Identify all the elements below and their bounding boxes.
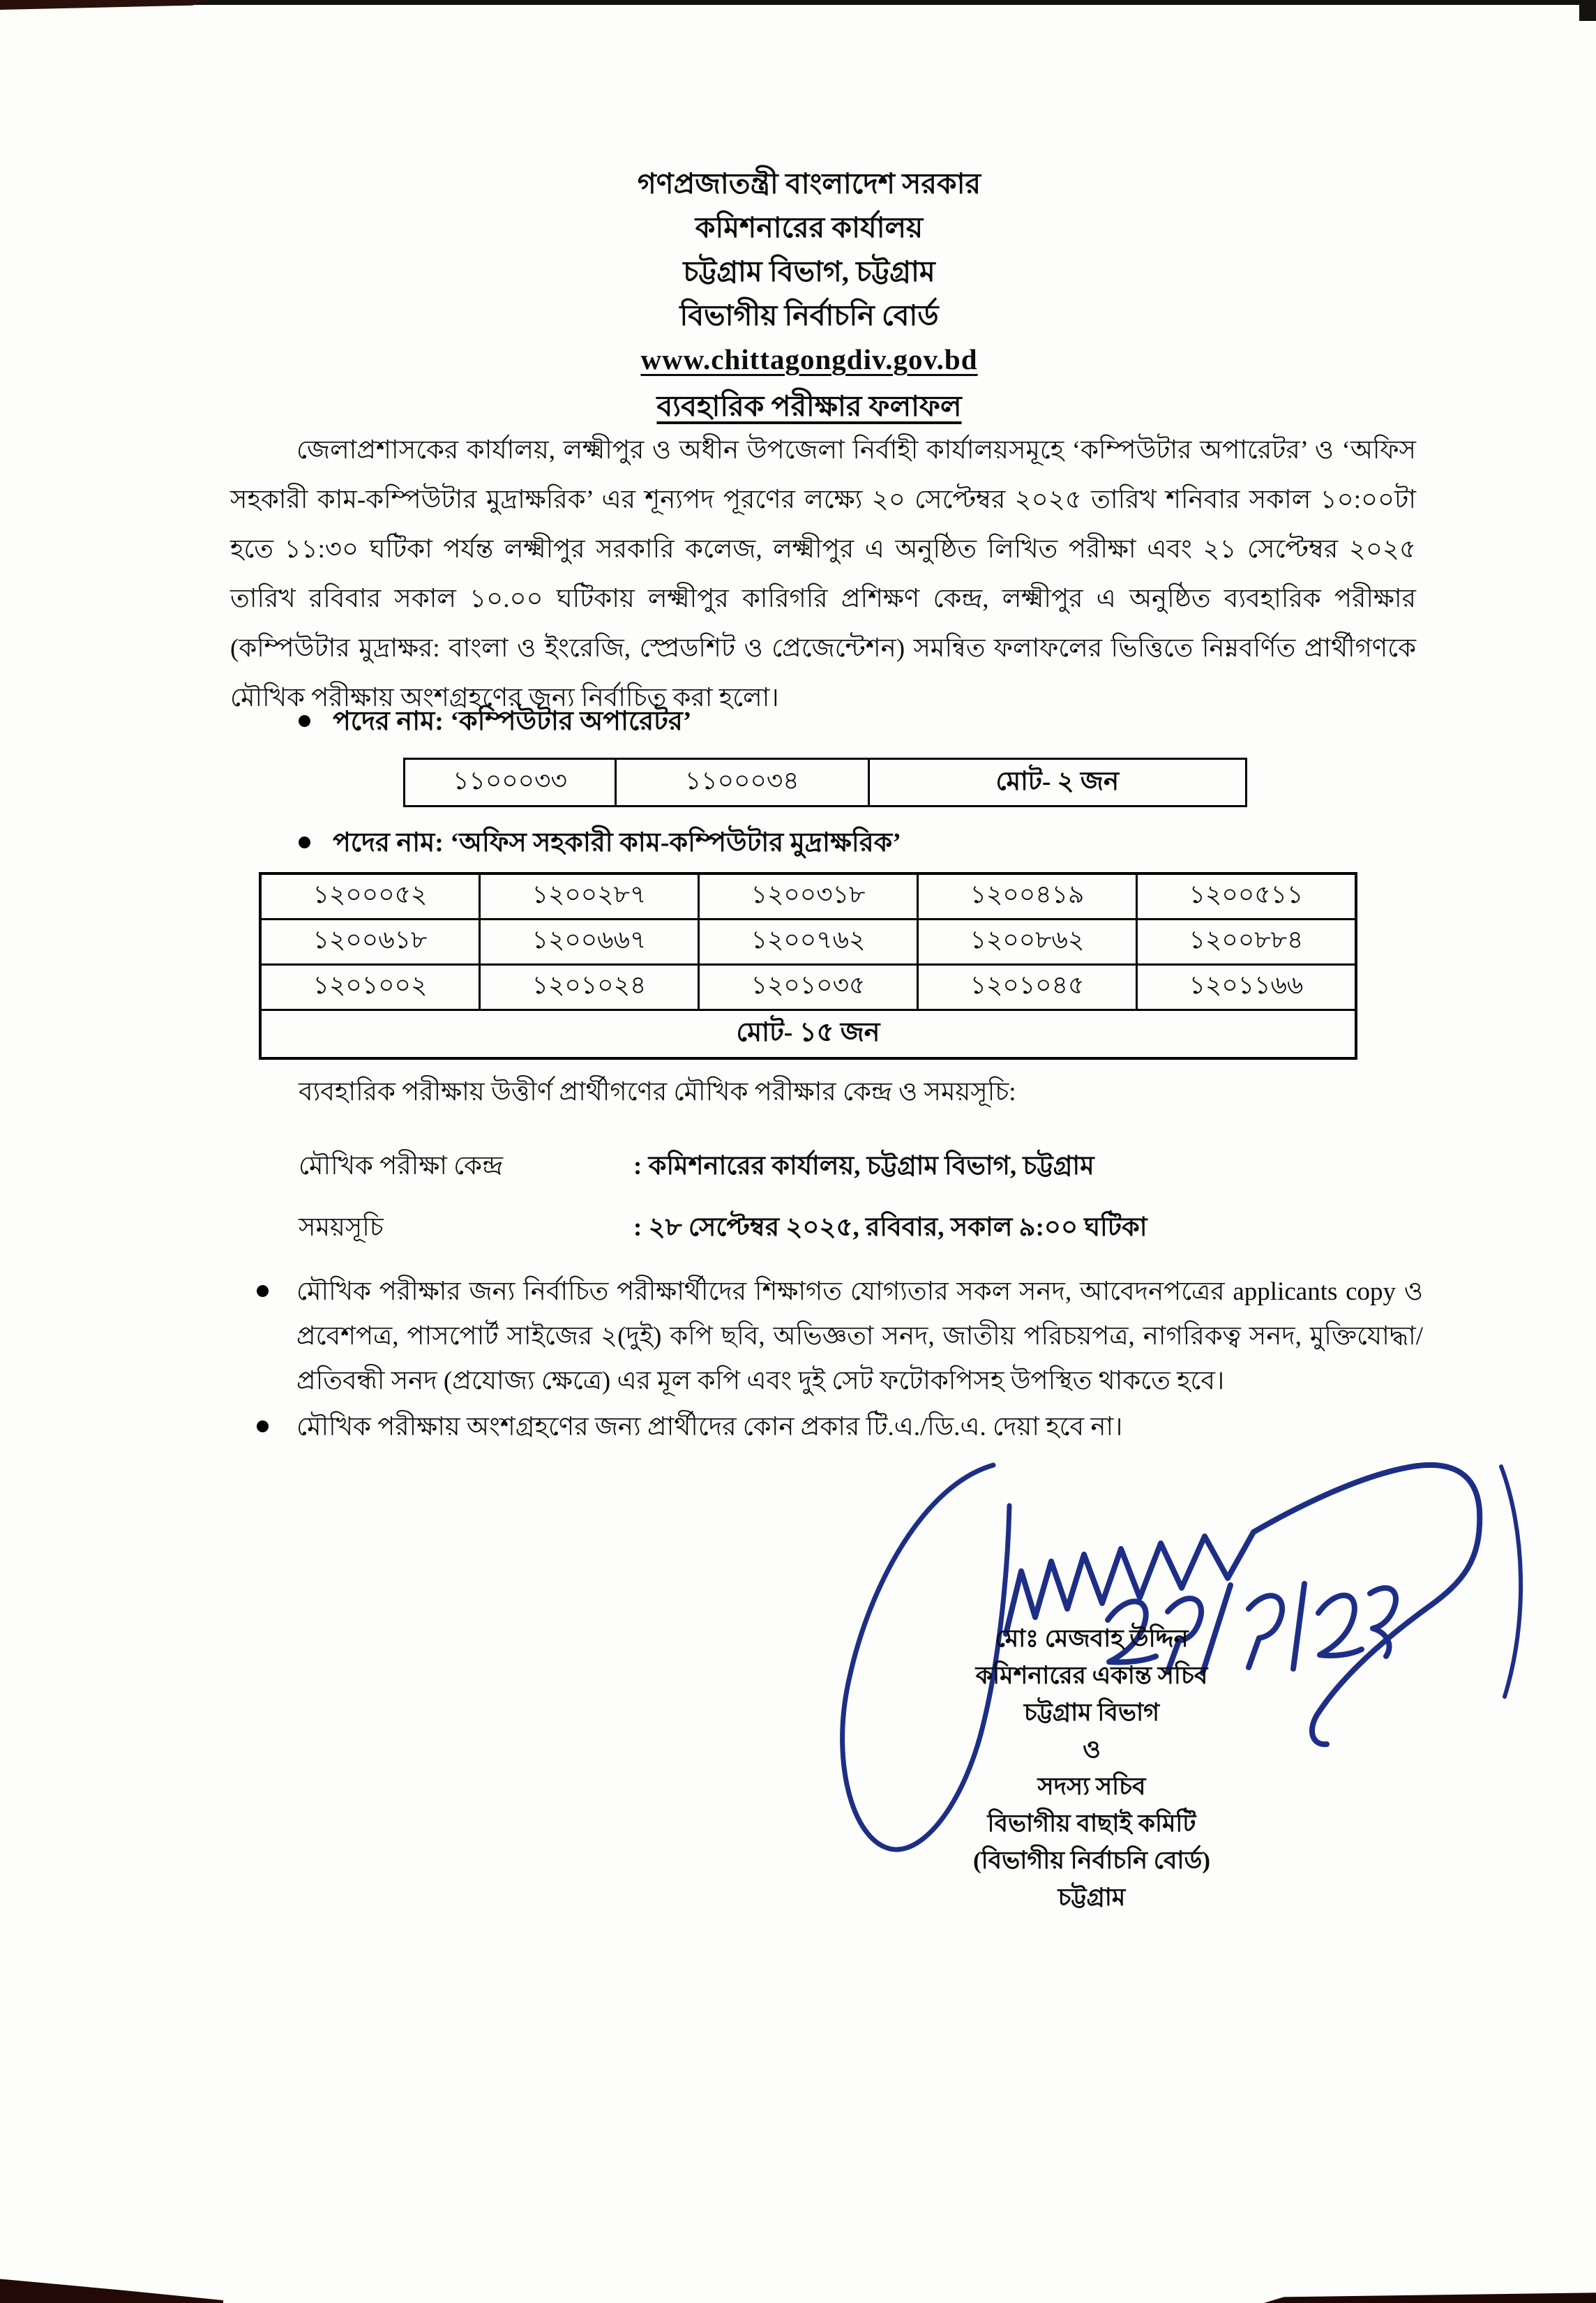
roll-number-cell: ১২০০৩১৮	[698, 873, 917, 920]
signatory-name: মোঃ মেজবাহ উদ্দিন	[995, 1625, 1189, 1652]
roll-number-cell: ১২০০০৫২	[260, 873, 479, 920]
signatory-designation: (বিভাগীয় নির্বাচনি বোর্ড)	[972, 1847, 1211, 1874]
signatory-designation: বিভাগীয় বাছাই কমিটি	[987, 1810, 1196, 1837]
note-item	[257, 1270, 1423, 1404]
viva-venue-label: মৌখিক পরীক্ষা কেন্দ্র	[299, 1152, 503, 1180]
office-name: কমিশনারের কার্যালয়	[695, 211, 924, 243]
viva-schedule-heading: ব্যবহারিক পরীক্ষায় উত্তীর্ণ প্রার্থীগণের মৌখিক পরীক্ষার কেন্দ্র ও সময়সূচি:	[299, 1078, 1016, 1107]
post1-heading	[299, 703, 691, 740]
signature-right-arc-stroke	[1501, 1466, 1521, 1697]
signatory-block	[799, 1620, 1385, 1916]
roll-number-cell: ১২০০৪১৯	[917, 873, 1136, 920]
post2-roll-table	[259, 872, 1357, 1060]
scan-artifact-bottom-left	[0, 2270, 223, 2303]
signatory-designation: কমিশনারের একান্ত সচিব	[975, 1662, 1208, 1689]
roll-number-cell: ১২০১০৩৫	[698, 965, 917, 1010]
roll-number-cell: ১১০০০৩৩	[405, 759, 616, 807]
viva-venue-value: : কমিশনারের কার্যালয়, চট্টগ্রাম বিভাগ, চট্টগ্রাম	[633, 1152, 1094, 1180]
signatory-designation: সদস্য সচিব	[1037, 1773, 1146, 1800]
roll-number-cell: ১২০০৮৮৪	[1136, 920, 1356, 965]
table-row	[260, 873, 1356, 920]
scan-artifact-bottom-right	[1264, 2290, 1596, 2303]
post1-label: পদের নাম: ‘কম্পিউটার অপারেটর’	[333, 707, 692, 736]
bullet-icon	[299, 715, 310, 727]
roll-number-cell: ১২০০৭৬২	[698, 920, 917, 965]
note-item	[257, 1405, 1423, 1450]
note-no-ta-da: মৌখিক পরীক্ষায় অংশগ্রহণের জন্য প্রার্থীদের কোন প্রকার টি.এ./ডি.এ. দেয়া হবে না।	[296, 1413, 1123, 1441]
bullet-icon	[257, 1420, 269, 1432]
board-name: বিভাগীয় নির্বাচনি বোর্ড	[679, 299, 939, 331]
total-cell: মোট- ১৫ জন	[260, 1010, 1356, 1059]
scan-artifact-top-left	[0, 0, 209, 10]
roll-number-cell: ১২০১০৪৫	[917, 965, 1136, 1010]
roll-number-cell: ১১০০০৩৪	[615, 759, 868, 807]
viva-time-label: সময়সূচি	[299, 1213, 384, 1242]
roll-number-cell: ১২০১০০২	[260, 965, 479, 1010]
post2-heading	[299, 825, 901, 861]
signatory-conjunction: ও	[1083, 1736, 1101, 1763]
table-total-row	[260, 1010, 1356, 1059]
document-title: ব্যবহারিক পরীক্ষার ফলাফল	[656, 390, 962, 422]
post1-roll-table	[403, 758, 1247, 807]
table-row	[260, 920, 1356, 965]
bullet-icon	[299, 837, 310, 848]
signatory-designation: চট্টগ্রাম	[1057, 1884, 1126, 1911]
scan-artifact-top-strip	[0, 0, 1596, 5]
division-name: চট্টগ্রাম বিভাগ, চট্টগ্রাম	[683, 255, 935, 287]
letterhead	[230, 162, 1388, 382]
viva-time-row	[299, 1206, 1416, 1250]
table-row	[405, 759, 1247, 807]
website-url: www.chittagongdiv.gov.bd	[640, 343, 978, 375]
viva-time-value: : ২৮ সেপ্টেম্বর ২০২৫, রবিবার, সকাল ৯:০০ ঘটিকা	[633, 1213, 1147, 1242]
signatory-designation: চট্টগ্রাম বিভাগ	[1023, 1699, 1160, 1726]
roll-number-cell: ১২০১১৬৬	[1136, 965, 1356, 1010]
roll-number-cell: ১২০১০২৪	[479, 965, 698, 1010]
roll-number-cell: ১২০০৮৬২	[917, 920, 1136, 965]
government-name: গণপ্রজাতন্ত্রী বাংলাদেশ সরকার	[637, 167, 981, 200]
viva-venue-row	[299, 1145, 1416, 1189]
note-documents-required: মৌখিক পরীক্ষার জন্য নির্বাচিত পরীক্ষার্থীদের শিক্ষাগত যোগ্যতার সকল সনদ, আবেদনপত্রের applicants copy ও প্রবেশপত্র, পাসপোর্ট সাইজের ২(দুই) কপি ছবি, অভিজ্ঞতা সনদ, জাতীয় পরিচয়পত্র, নাগরিকত্ব সনদ, মুক্তিযোদ্ধা/প্রতিবন্ধী সনদ (প্রযোজ্য ক্ষেত্রে) এর মূল কপি এবং দুই সেট ফটোকপিসহ উপস্থিত থাকতে হবে।	[296, 1277, 1423, 1395]
total-cell: মোট- ২ জন	[868, 759, 1246, 807]
roll-number-cell: ১২০০৬৬৭	[479, 920, 698, 965]
roll-number-cell: ১২০০২৮৭	[479, 873, 698, 920]
intro-paragraph: জেলাপ্রশাসকের কার্যালয়, লক্ষ্মীপুর ও অধীন উপজেলা নির্বাহী কার্যালয়সমূহে ‘কম্পিউটার অপারেটর’ ও ‘অফিস সহকারী কাম-কম্পিউটার মুদ্রাক্ষরিক’ এর শূন্যপদ পূরণের লক্ষ্যে ২০ সেপ্টেম্বর ২০২৫ তারিখ শনিবার সকাল ১০:০০টা হতে ১১:৩০ ঘটিকা পর্যন্ত লক্ষ্মীপুর সরকারি কলেজ, লক্ষ্মীপুর এ অনুষ্ঠিত লিখিত পরীক্ষা এবং ২১ সেপ্টেম্বর ২০২৫ তারিখ রবিবার সকাল ১০.০০ ঘটিকায় লক্ষ্মীপুর কারিগরি প্রশিক্ষণ কেন্দ্র, লক্ষ্মীপুর এ অনুষ্ঠিত ব্যবহারিক পরীক্ষার (কম্পিউটার মুদ্রাক্ষর: বাংলা ও ইংরেজি, স্প্রেডশিট ও প্রেজেন্টেশন) সমন্বিত ফলাফলের ভিত্তিতে নিম্নবর্ণিত প্রার্থীগণকে মৌখিক পরীক্ষায় অংশগ্রহণের জন্য নির্বাচিত করা হলো।	[230, 436, 1416, 712]
scan-artifact-top-right	[1579, 0, 1596, 21]
bullet-icon	[257, 1285, 269, 1297]
table-row	[260, 965, 1356, 1010]
roll-number-cell: ১২০০৬১৮	[260, 920, 479, 965]
roll-number-cell: ১২০০৫১১	[1136, 873, 1356, 920]
post2-label: পদের নাম: ‘অফিস সহকারী কাম-কম্পিউটার মুদ্রাক্ষরিক’	[333, 828, 901, 857]
